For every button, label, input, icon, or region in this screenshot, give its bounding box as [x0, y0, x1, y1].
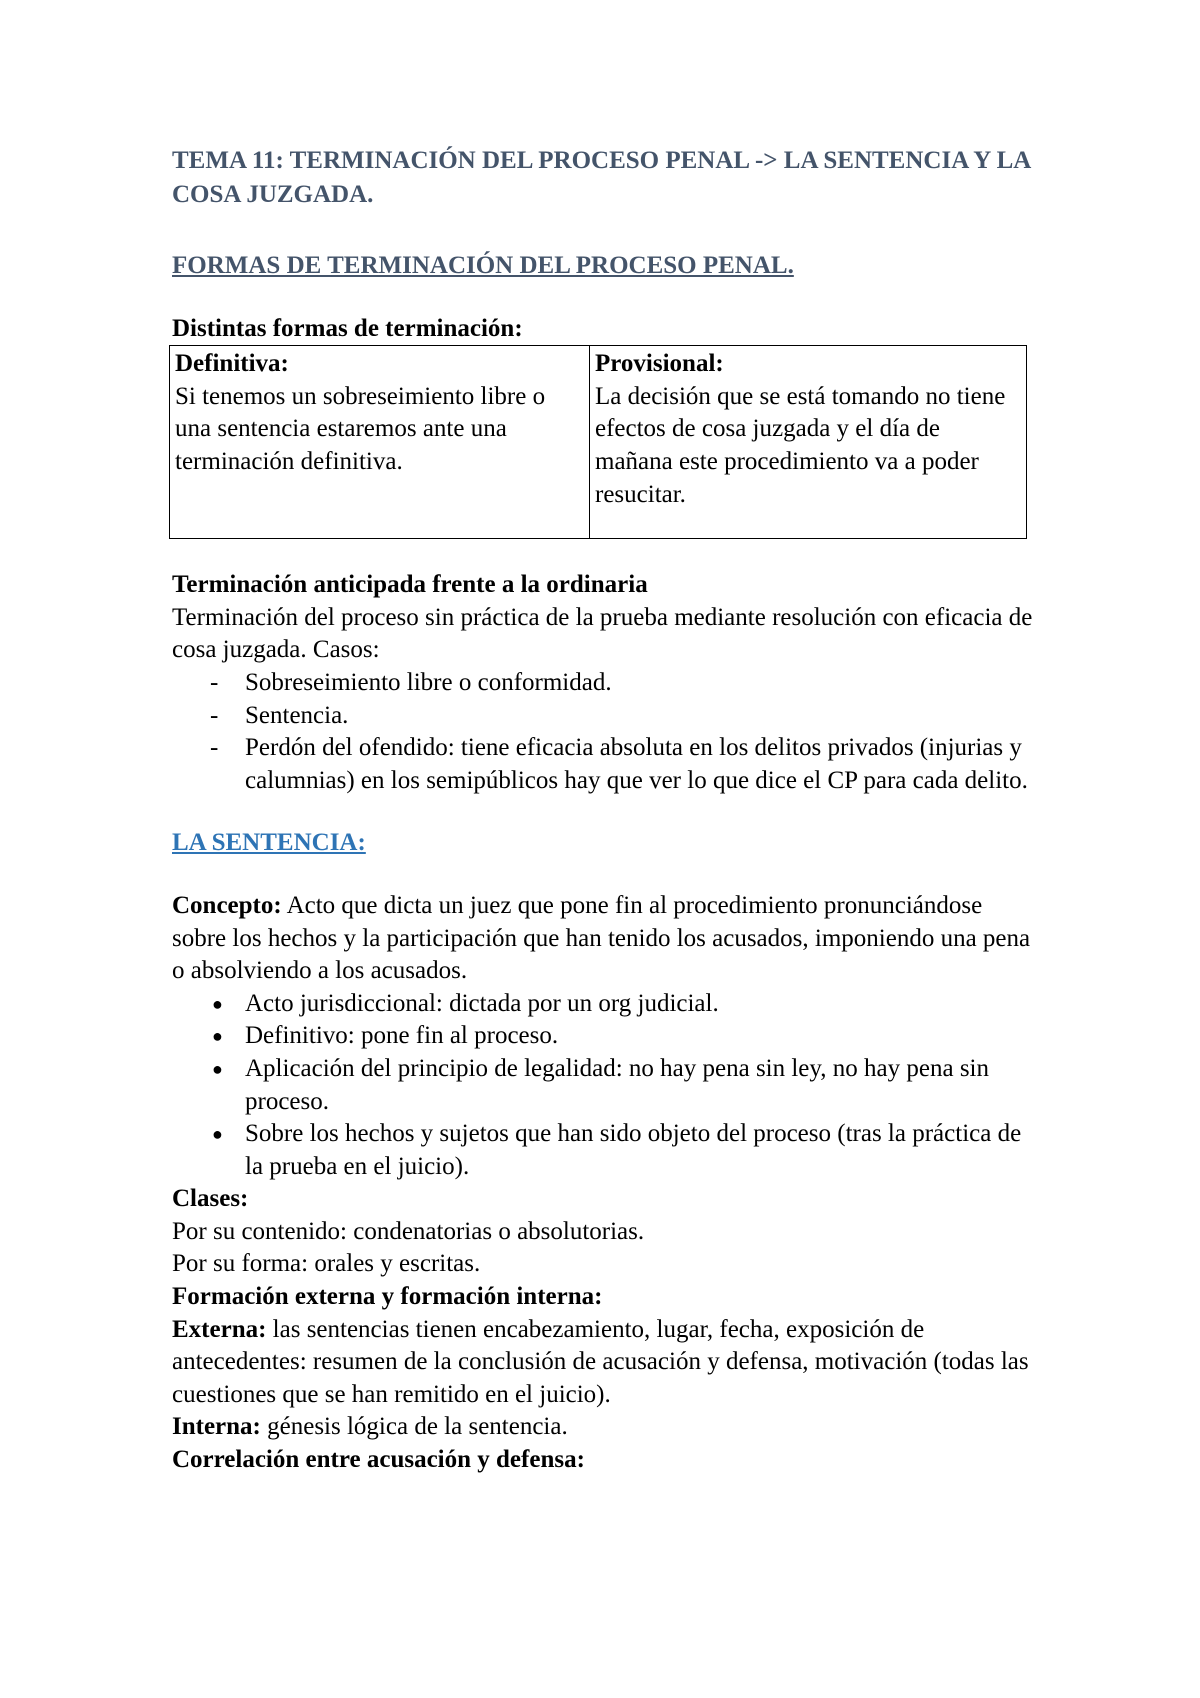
formacion-heading: Formación externa y formación interna: — [172, 1283, 603, 1311]
correlacion-heading: Correlación entre acusación y defensa: — [172, 1446, 585, 1474]
list-item: - Sobreseimiento libre o conformidad. — [172, 667, 1042, 700]
concepto-label: Concepto: — [172, 891, 282, 919]
interna-text: génesis lógica de la sentencia. — [260, 1413, 568, 1441]
anticipada-heading: Terminación anticipada frente a la ordinaria — [172, 571, 648, 599]
interna-paragraph — [172, 1411, 1042, 1444]
bullet-icon: ● — [212, 1124, 223, 1145]
bullet-icon: ● — [212, 1026, 223, 1047]
list-item: ● Sobre los hechos y sujetos que han sido objeto del proceso (tras la práctica de la prueba en el juicio). — [212, 1120, 1022, 1180]
list-item: - Perdón del ofendido: tiene eficacia absoluta en los delitos privados (injurias y calumnias) en los semipúblicos hay que ver lo que dice el CP para cada delito. — [210, 734, 1028, 794]
clases-contenido: Por su contenido: condenatorias o absolutorias. — [172, 1217, 645, 1245]
dash-marker: - — [210, 668, 219, 696]
dash-marker: - — [210, 701, 219, 729]
table-cell-definitiva — [170, 346, 590, 539]
clases-forma: Por su forma: orales y escritas. — [172, 1250, 481, 1278]
list-item: ● Definitivo: pone fin al proceso. — [172, 1020, 1042, 1053]
bullet-icon: ● — [212, 1058, 223, 1079]
document-title: TEMA 11: TERMINACIÓN DEL PROCESO PENAL -> LA SENTENCIA Y LA COSA JUZGADA. — [172, 147, 1030, 208]
section-heading-sentencia: LA SENTENCIA: — [172, 829, 366, 857]
externa-paragraph — [172, 1314, 1042, 1412]
document-body — [172, 144, 1042, 1477]
provisional-title: Provisional: — [595, 350, 724, 378]
list-item: ● Acto jurisdiccional: dictada por un org judicial. — [172, 988, 1042, 1021]
definitiva-title: Definitiva: — [175, 350, 289, 378]
list-item: ● Aplicación del principio de legalidad: no hay pena sin ley, no hay pena sin proceso. — [212, 1054, 989, 1115]
list-item: - Sentencia. — [172, 700, 1042, 733]
interna-label: Interna: — [172, 1413, 261, 1441]
casos-list — [172, 667, 1042, 797]
externa-label: Externa: — [172, 1315, 267, 1343]
concepto-text: Acto que dicta un juez que pone fin al procedimiento pronunciándose sobre los hechos y la participación que han tenido los acusados, imponiendo una pena o absolviendo a los acusados. — [172, 891, 1031, 985]
table-cell-provisional — [590, 346, 1027, 539]
section-heading-formas: FORMAS DE TERMINACIÓN DEL PROCESO PENAL. — [172, 252, 794, 279]
bullet-icon: ● — [212, 993, 223, 1014]
provisional-text: La decisión que se está tomando no tiene efectos de cosa juzgada y el día de mañana este procedimiento va a poder resucitar. — [595, 382, 1006, 508]
caracteristicas-list — [172, 988, 1042, 1184]
anticipada-text: Terminación del proceso sin práctica de la prueba mediante resolución con eficacia de cosa juzgada. Casos: — [172, 603, 1033, 664]
definitiva-text: Si tenemos un sobreseimiento libre o una sentencia estaremos ante una terminación definitiva. — [175, 382, 546, 475]
table-caption: Distintas formas de terminación: — [172, 314, 523, 342]
clases-label: Clases: — [172, 1185, 249, 1213]
dash-marker: - — [210, 734, 219, 762]
terminacion-table — [169, 345, 1027, 539]
concepto-paragraph — [172, 890, 1042, 988]
externa-text: las sentencias tienen encabezamiento, lugar, fecha, exposición de antecedentes: resumen de la conclusión de acusación y defensa, motivación (todas las cuestiones que se han remitido en el juicio). — [172, 1315, 1029, 1408]
